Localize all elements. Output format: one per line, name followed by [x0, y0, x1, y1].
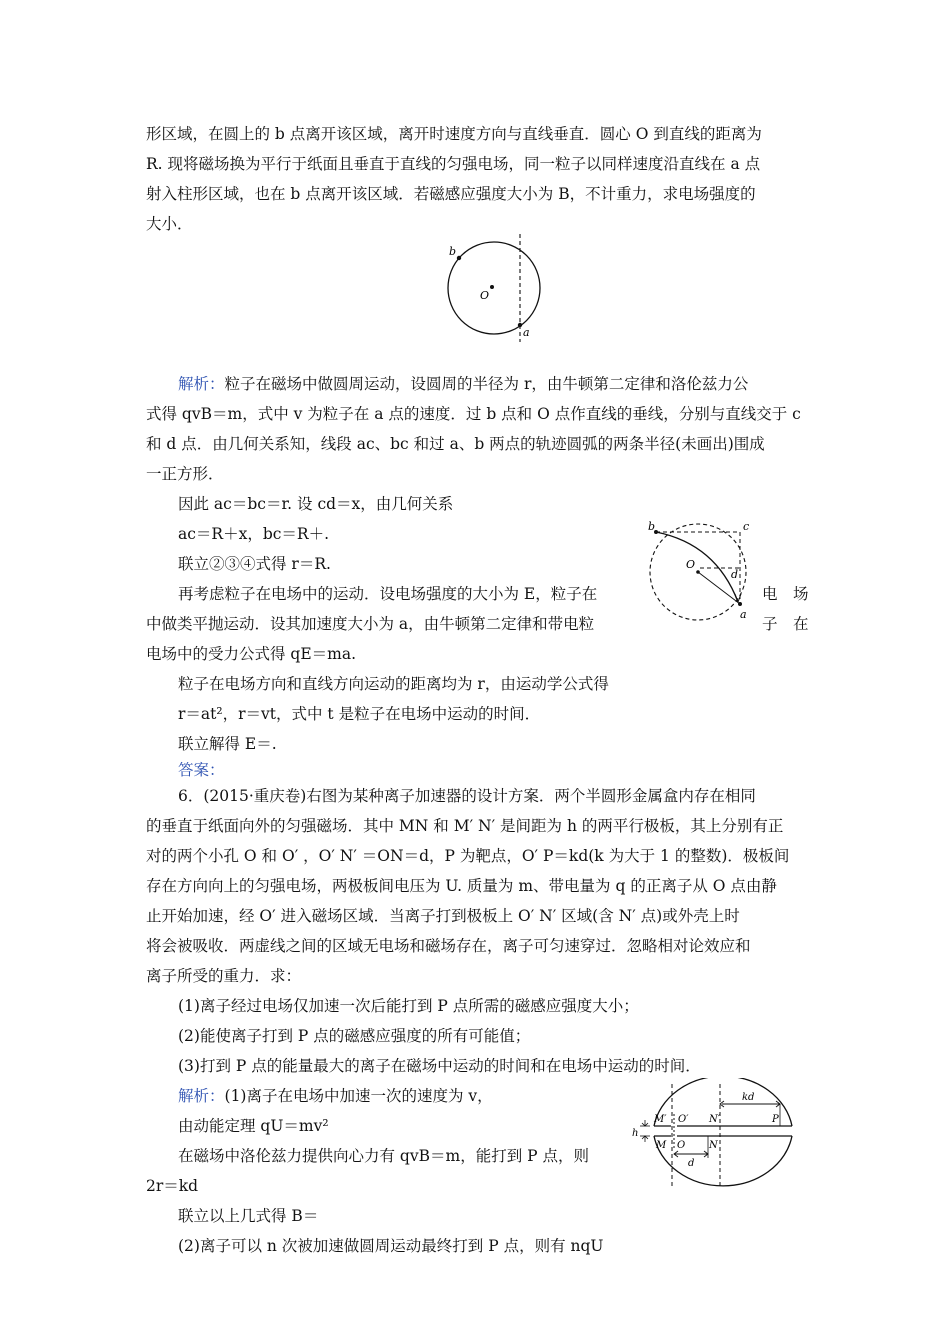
- fig1-label-b: b: [449, 245, 457, 258]
- intro-line-1: 形区域，在圆上的 b 点离开该区域，离开时速度方向与直线垂直．圆心 O 到直线的距离为: [146, 125, 762, 143]
- sol5-line-11: 粒子在电场方向和直线方向运动的距离均为 r，由运动学公式得: [178, 675, 609, 693]
- figure-circle-field: [440, 232, 550, 344]
- intro-line-4: 大小．: [146, 215, 193, 233]
- fig3-label-d: d: [688, 1158, 695, 1169]
- sol6-line-1: [178, 1086, 493, 1106]
- sol5-line-9a: 中做类平抛运动．设其加速度大小为 a，由牛顿第二定律和带电粒: [146, 615, 595, 633]
- q6-part-3: (3)打到 P 点的能量最大的离子在磁场中运动的时间和在电场中运动的时间．: [178, 1057, 701, 1075]
- fig2-label-O: O: [686, 558, 696, 571]
- fig2-label-a: a: [740, 608, 747, 621]
- sol5-line-13: 联立解得 E＝.: [178, 735, 277, 753]
- q6-part-2: (2)能使离子打到 P 点的磁感应强度的所有可能值；: [178, 1027, 531, 1045]
- sol5-line-3: 和 d 点．由几何关系知，线段 ac、bc 和过 a、b 两点的轨迹圆弧的两条半径(未画出)围成: [146, 435, 765, 453]
- sol5-line-1: [178, 374, 748, 394]
- sol5-line-10: 电场中的受力公式得 qE＝ma.: [146, 645, 357, 663]
- q6-line-1: 6．(2015·重庆卷)右图为某种离子加速器的设计方案．两个半圆形金属盒内存在相同: [178, 787, 756, 805]
- fig3-label-Nprime: N′: [709, 1114, 721, 1125]
- fig1-label-a: a: [523, 326, 530, 339]
- fig3-label-O: O: [677, 1140, 686, 1151]
- figure-trajectory: [644, 518, 756, 626]
- fig2-label-b: b: [648, 520, 656, 533]
- fig2-label-c: c: [743, 520, 750, 533]
- q6-line-2: 的垂直于纸面向外的匀强磁场．其中 MN 和 M′ N′ 是间距为 h 的两平行极板，其上分别有正: [146, 817, 784, 835]
- intro-line-3: 射入柱形区域，也在 b 点离开该区域．若磁感应强度大小为 B，不计重力，求电场强度的: [146, 185, 756, 203]
- fig3-label-Mprime: M′: [654, 1114, 667, 1125]
- q6-line-4: 存在方向向上的匀强电场，两极板间电压为 U. 质量为 m、带电量为 q 的正离子从 O 点由静: [146, 877, 777, 895]
- sol5-line-8a: 再考虑粒子在电场中的运动．设电场强度的大小为 E，粒子在: [178, 585, 598, 603]
- fig2-label-d: d: [731, 568, 739, 581]
- sol6-text-1: (1)离子在电场中加速一次的速度为 v，: [224, 1087, 493, 1105]
- sol5-line-7: 联立②③④式得 r＝R.: [178, 555, 331, 573]
- fig3-label-kd: kd: [742, 1092, 755, 1103]
- sol6-line-3: 在磁场中洛伦兹力提供向心力有 qvB＝m，能打到 P 点，则: [178, 1147, 589, 1165]
- q6-line-6: 将会被吸收．两虚线之间的区域无电场和磁场存在，离子可匀速穿过．忽略相对论效应和: [146, 937, 751, 955]
- sol5-line-4: 一正方形．: [146, 465, 224, 483]
- fig3-label-N: N: [709, 1140, 718, 1151]
- sol6-line-6: (2)离子可以 n 次被加速做圆周运动最终打到 P 点，则有 nqU: [178, 1237, 604, 1255]
- fig3-label-M: M: [656, 1140, 667, 1151]
- sol5-line-8b: 电 场: [762, 585, 809, 603]
- sol5-answer-label: 答案：: [178, 761, 225, 779]
- sol6-line-4: 2r＝kd: [146, 1177, 199, 1195]
- fig3-label-P: P: [772, 1114, 779, 1125]
- fig3-label-Oprime: O′: [678, 1114, 689, 1125]
- sol6-line-5: 联立以上几式得 B＝: [178, 1207, 319, 1225]
- sol5-line-9b: 子 在: [762, 615, 809, 633]
- q6-line-7: 离子所受的重力．求：: [146, 967, 302, 985]
- sol5-label: 解析：: [178, 375, 225, 393]
- q6-line-5: 止开始加速，经 O′ 进入磁场区域．当离子打到极板上 O′ N′ 区域(含 N′ 点)或外壳上时: [146, 907, 740, 925]
- sol6-label: 解析：: [178, 1087, 225, 1105]
- fig1-label-O: O: [480, 289, 490, 302]
- intro-line-2: R. 现将磁场换为平行于纸面且垂直于直线的匀强电场，同一粒子以同样速度沿直线在 a 点: [146, 155, 761, 173]
- sol6-line-2: 由动能定理 qU＝mv²: [178, 1117, 329, 1135]
- fig3-label-h: h: [632, 1128, 639, 1139]
- sol5-line-2: 式得 qvB＝m，式中 v 为粒子在 a 点的速度．过 b 点和 O 点作直线的垂线，分别与直线交于 c: [146, 405, 801, 423]
- sol5-line-5: 因此 ac＝bc＝r. 设 cd＝x，由几何关系: [178, 495, 454, 513]
- sol5-line-12: r＝at²，r＝vt，式中 t 是粒子在电场中运动的时间．: [178, 705, 541, 723]
- sol5-text-1: 粒子在磁场中做圆周运动，设圆周的半径为 r，由牛顿第二定律和洛伦兹力公: [224, 375, 749, 393]
- q6-part-1: (1)离子经过电场仅加速一次后能打到 P 点所需的磁感应强度大小；: [178, 997, 639, 1015]
- q6-line-3: 对的两个小孔 O 和 O′ ，O′ N′ ＝ON＝d，P 为靶点，O′ P＝kd(k 为大于 1 的整数)．极板间: [146, 847, 790, 865]
- sol5-line-6: ac＝R＋x，bc＝R＋.: [178, 525, 330, 543]
- figure-ion-accelerator: [630, 1078, 806, 1204]
